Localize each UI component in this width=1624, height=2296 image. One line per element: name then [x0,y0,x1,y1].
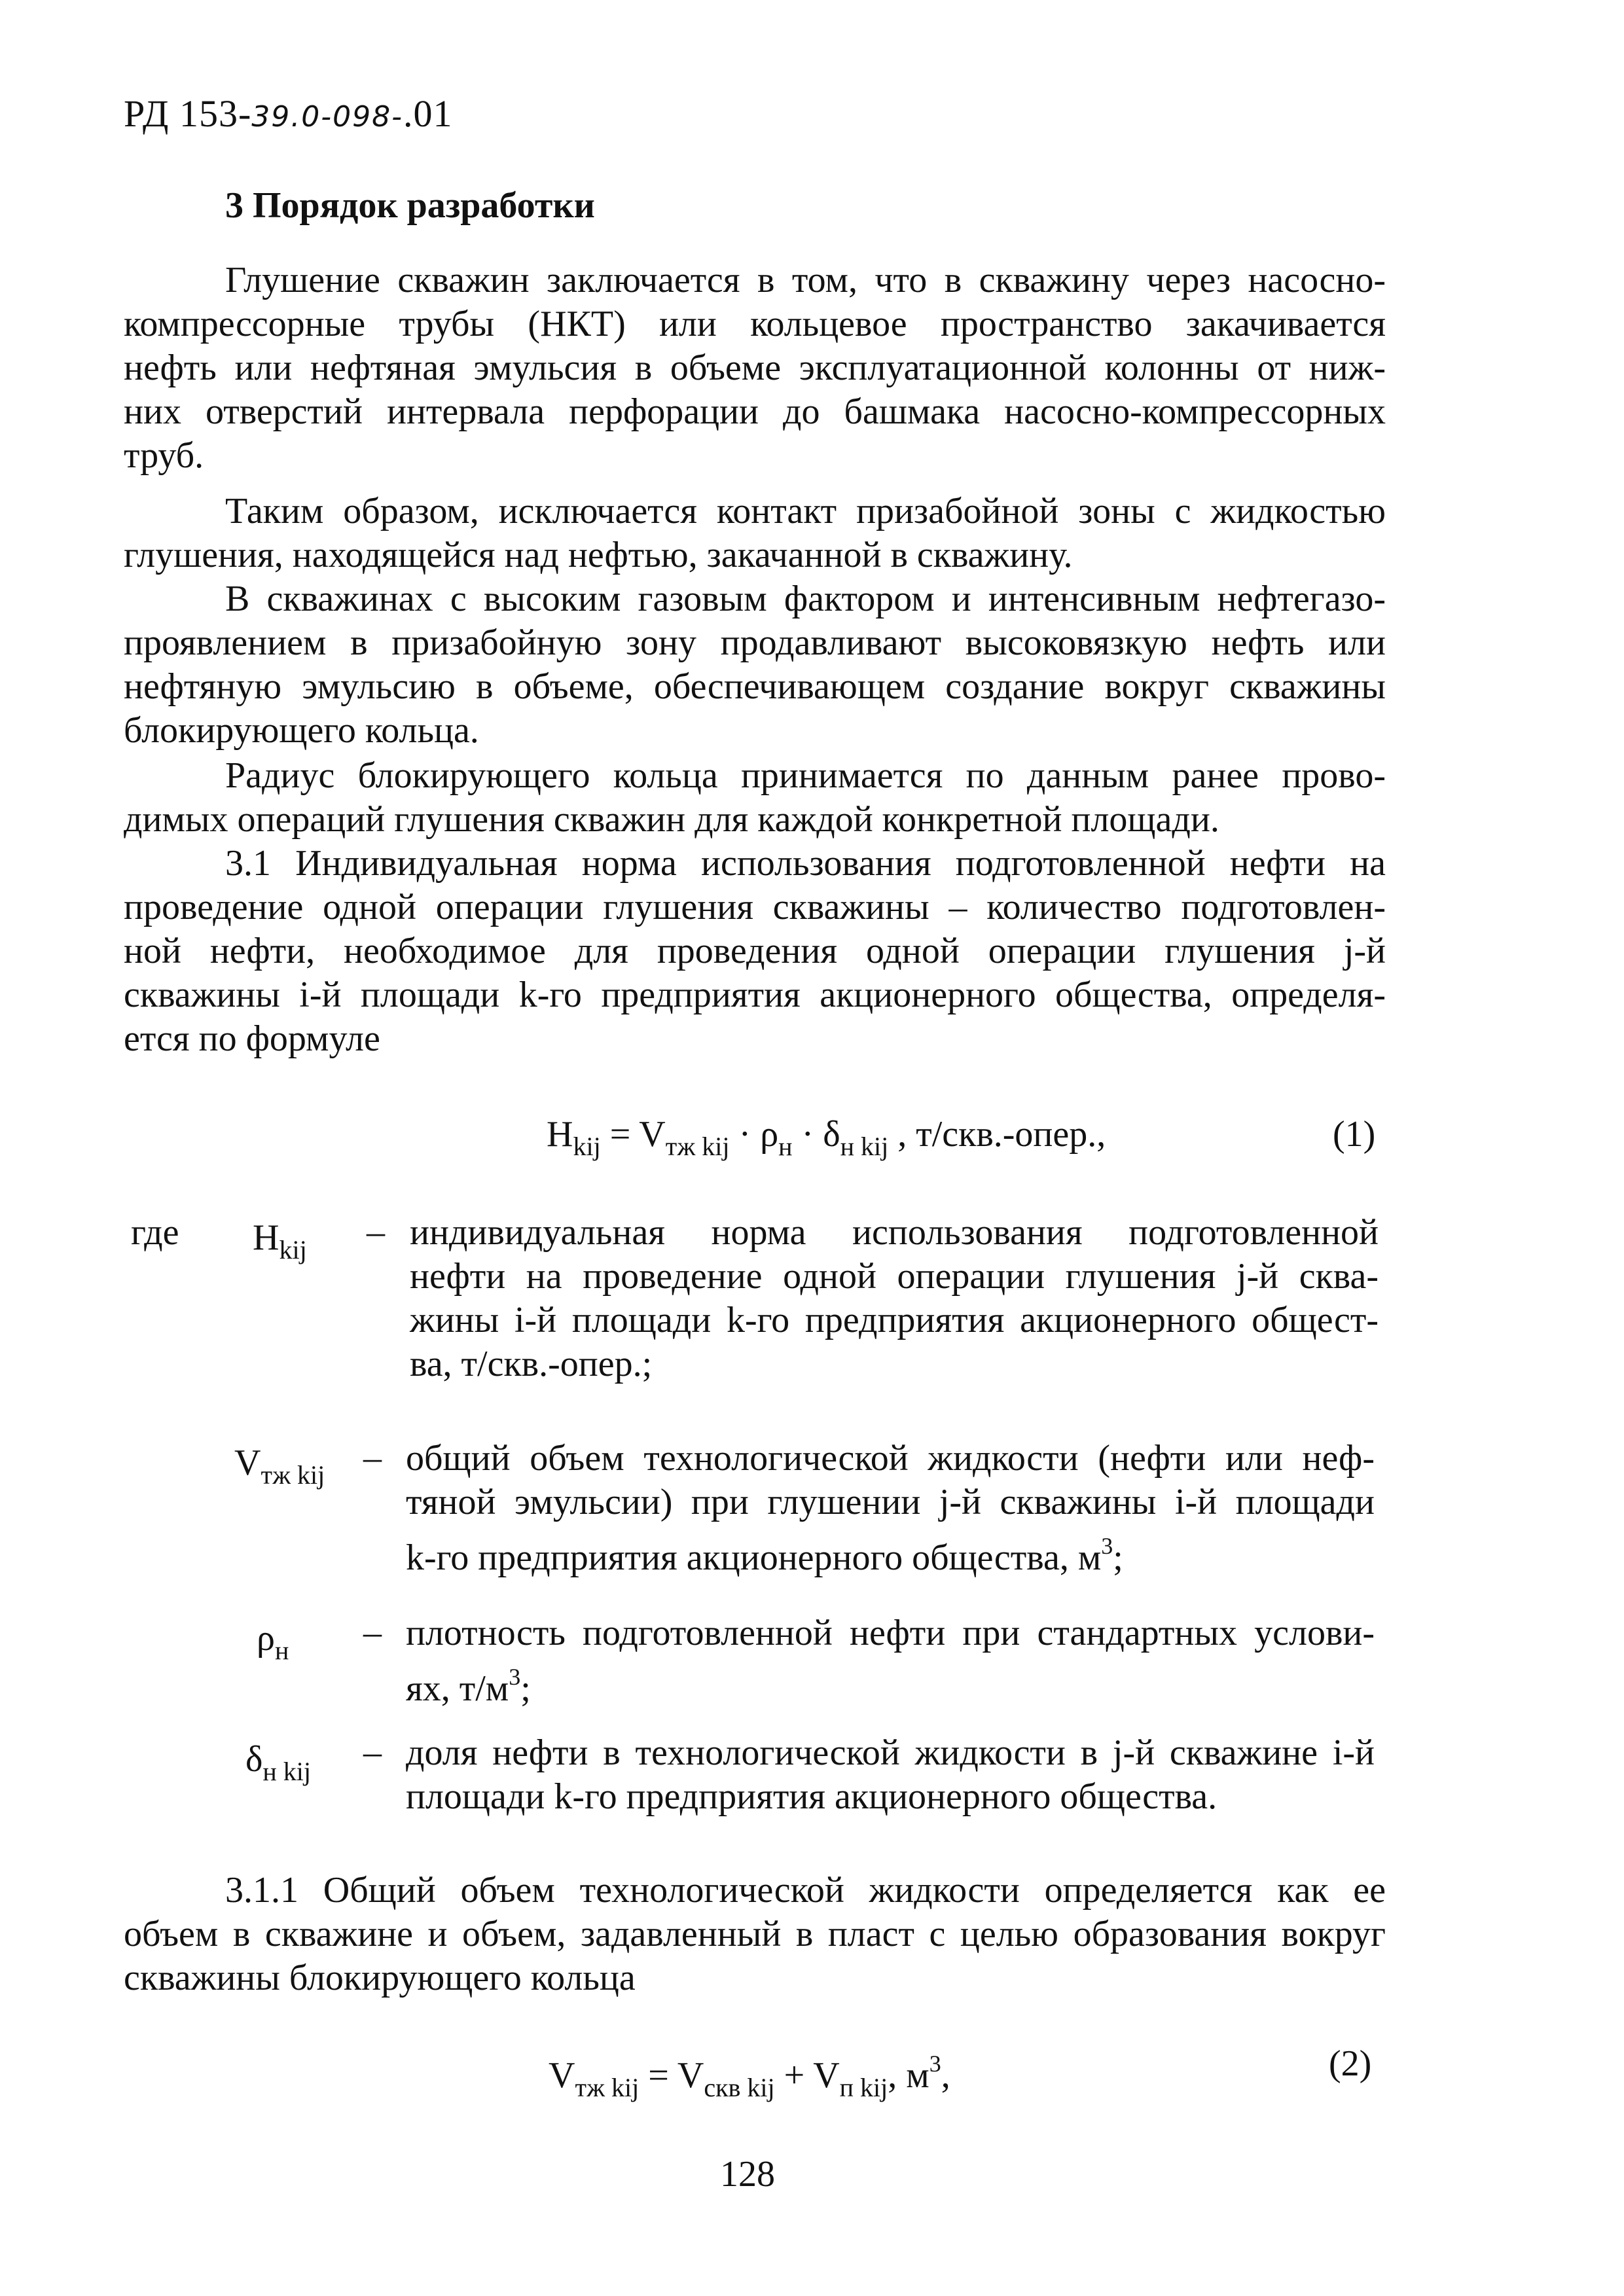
formula-unit: , м [888,2055,929,2096]
paragraph-1 [124,259,1386,478]
symbol-subscript: kij [279,1235,307,1265]
text-line: Таким образом, исключается контакт призабойной зоны с жидкостью [225,491,1386,531]
formula-symbol: = V [600,1114,666,1155]
document-code [124,92,453,135]
formula-subscript: н kij [840,1132,889,1161]
text-line: блокирующего кольца. [124,710,479,751]
text-line: 3.1.1 Общий объем технологической жидкости определяется как ее [225,1870,1386,1910]
text-line: нефти на проведение одной операции глушения j-й сква- [410,1256,1379,1297]
text-line: В скважинах с высоким газовым фактором и интенсивным нефтегазо- [225,579,1386,619]
definition-symbol [234,1441,325,1497]
definition-dash: – [367,1211,385,1252]
formula-unit: , [941,2055,950,2096]
text-line: глушения, находящейся над нефтью, закачанной в скважину. [124,535,1073,575]
text-line: проведение одной операции глушения скважины – количество подготовлен- [124,887,1386,927]
document-code-suffix: .01 [403,92,453,135]
text-line: димых операций глушения скважин для каждой конкретной площади. [124,799,1219,840]
text-line: ной нефти, необходимое для проведения одной операции глушения j-й [124,931,1386,971]
symbol-main: ρ [257,1618,275,1659]
definition-text [410,1211,1379,1386]
text-line: площади k-го предприятия акционерного общества. [406,1776,1218,1817]
definition-text [406,1731,1375,1819]
text-line: ва, т/скв.-опер.; [410,1344,653,1384]
text-line: жины i-й площади k-го предприятия акционерного общест- [410,1300,1379,1340]
text-line: 3.1 Индивидуальная норма использования подготовленной нефти на [225,843,1386,884]
superscript: 3 [509,1664,521,1690]
text-line: Глушение скважин заключается в том, что в скважину через насосно- [225,260,1386,300]
text-segment: ; [1113,1537,1123,1578]
text-segment: ях, т/м [406,1668,509,1709]
definition-symbol [257,1617,289,1672]
text-segment: k-го предприятия акционерного общества, м [406,1537,1102,1578]
symbol-main: δ [245,1739,263,1780]
symbol-subscript: н [274,1636,289,1665]
formula-symbol: · δ [792,1114,840,1155]
definition-dash: – [363,1437,382,1478]
text-line: тяной эмульсии) при глушении j-й скважины i-й площади [406,1482,1375,1522]
paragraph-6 [124,1869,1386,2000]
text-line: объем в скважине и объем, задавленный в пласт с целью образования вокруг [124,1914,1386,1954]
formula-subscript: тж kij [575,2073,640,2102]
where-label: где [131,1212,179,1253]
formula-symbol: = V [639,2055,704,2096]
document-code-prefix: РД 153- [124,92,252,135]
formula-symbol: + V [774,2055,840,2096]
definition-dash: – [363,1612,382,1653]
text-line: Радиус блокирующего кольца принимается по данным ранее прово- [225,755,1386,796]
formula-symbol: V [549,2055,575,2096]
text-segment: ; [520,1668,531,1709]
paragraph-2 [124,490,1386,577]
text-line: индивидуальная норма использования подготовленной [410,1212,1379,1253]
page-number: 128 [720,2154,775,2195]
formula-subscript: kij [573,1132,601,1161]
formula-unit: , т/скв.-опер., [888,1114,1106,1155]
text-line: компрессорные трубы (НКТ) или кольцевое пространство закачивается [124,304,1386,344]
definition-text [406,1611,1375,1711]
formula-subscript: скв kij [704,2073,775,2102]
formula-2-number: (2) [1329,2043,1372,2084]
formula-superscript: 3 [929,2051,941,2077]
symbol-subscript: тж kij [261,1460,325,1490]
text-line: труб. [124,435,204,476]
section-title: 3 Порядок разработки [225,185,595,226]
text-line: них отверстий интервала перфорации до башмака насосно-компрессорных [124,391,1386,432]
formula-1 [547,1113,1106,1168]
text-line: ется по формуле [124,1018,380,1059]
formula-symbol: Н [547,1114,573,1155]
symbol-subscript: н kij [262,1757,312,1786]
text-line [406,1655,1375,1711]
text-line: скважины блокирующего кольца [124,1958,636,1998]
definition-symbol [245,1738,311,1793]
formula-symbol: · ρ [729,1114,779,1155]
definition-text [406,1437,1375,1580]
paragraph-5 [124,842,1386,1061]
text-line: доля нефти в технологической жидкости в j-й скважине i-й [406,1732,1375,1773]
superscript: 3 [1101,1533,1113,1559]
text-line: нефтяную эмульсию в объеме, обеспечивающем создание вокруг скважины [124,666,1386,707]
formula-2 [549,2042,950,2109]
definition-symbol [253,1216,307,1272]
formula-subscript: н [778,1132,793,1161]
handwritten-code: 39.0-098- [251,100,403,134]
formula-subscript: п kij [839,2073,888,2102]
text-line [406,1524,1375,1580]
symbol-main: V [234,1443,261,1483]
text-line: общий объем технологической жидкости (нефти или неф- [406,1438,1375,1479]
formula-subscript: тж kij [665,1132,730,1161]
symbol-main: Н [253,1217,280,1258]
text-line: скважины i-й площади k-го предприятия акционерного общества, определя- [124,975,1386,1015]
paragraph-3 [124,577,1386,753]
formula-1-number: (1) [1333,1114,1376,1155]
text-line: нефть или нефтяная эмульсия в объеме эксплуатационной колонны от ниж- [124,348,1386,388]
text-line: проявлением в призабойную зону продавливают высоковязкую нефть или [124,622,1386,663]
text-line: плотность подготовленной нефти при стандартных услови- [406,1613,1375,1653]
paragraph-4 [124,754,1386,842]
definition-dash: – [363,1732,382,1772]
